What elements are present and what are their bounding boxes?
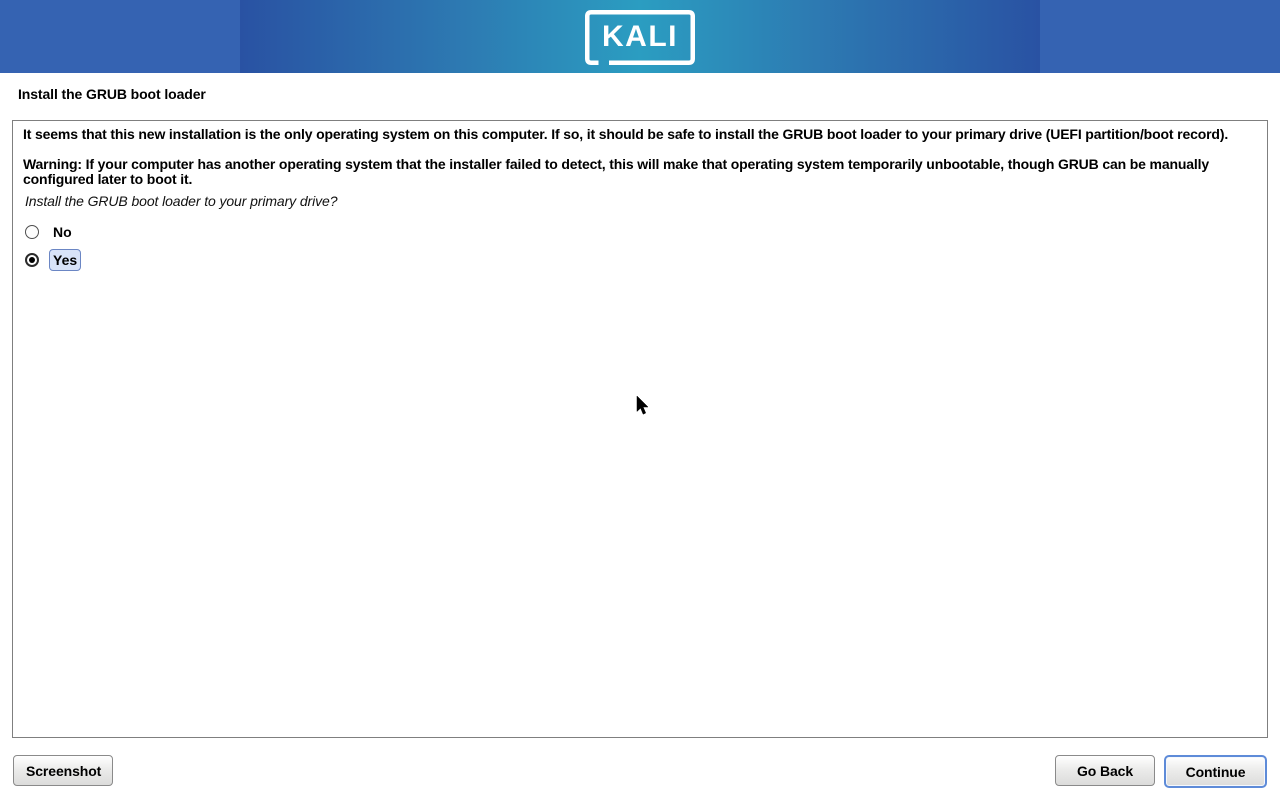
go-back-button[interactable]: Go Back: [1055, 755, 1155, 786]
kali-logo-text: KALI: [602, 19, 678, 53]
header-banner: [0, 0, 1280, 73]
grub-question-label: Install the GRUB boot loader to your primary drive?: [25, 192, 338, 209]
grub-info-paragraph: It seems that this new installation is the only operating system on this computer. If so, it should be safe to install the GRUB boot loader to your primary drive (UEFI partition/boot record).: [23, 126, 1229, 142]
radio-option-label[interactable]: No: [53, 223, 72, 240]
page-title: Install the GRUB boot loader: [18, 86, 206, 102]
radio-option-label[interactable]: Yes: [49, 249, 81, 271]
grub-warning-paragraph: Warning: If your computer has another operating system that the installer failed to detect, this will make that operating system temporarily unbootable, though GRUB can be manually configured later to boot it.: [23, 155, 1210, 187]
radio-dot-icon: [29, 257, 35, 263]
kali-logo: [585, 10, 695, 65]
content-frame: [12, 120, 1268, 738]
screenshot-button[interactable]: Screenshot: [13, 755, 113, 786]
radio-option-no[interactable]: [23, 221, 1257, 243]
continue-button[interactable]: Continue: [1164, 755, 1267, 788]
radio-option-group: [23, 221, 1257, 271]
radio-button-icon[interactable]: [25, 225, 39, 239]
radio-option-yes[interactable]: [23, 249, 1257, 271]
radio-button-icon[interactable]: [25, 253, 39, 267]
footer-button-bar: [13, 755, 1267, 789]
